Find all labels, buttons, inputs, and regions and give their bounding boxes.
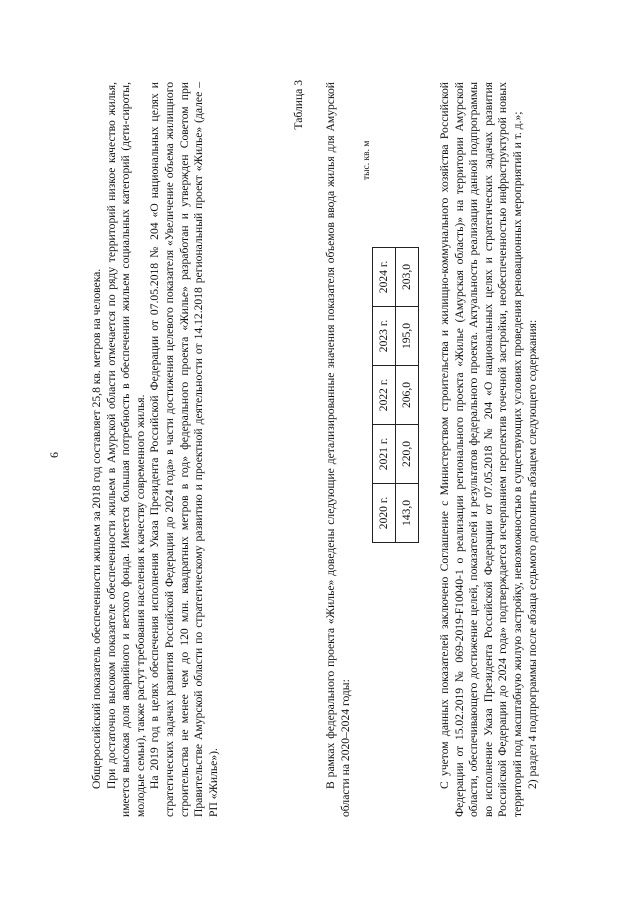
table-cell: 203,0: [396, 248, 419, 307]
table-cell: 143,0: [396, 484, 419, 543]
paragraph: В рамках федерального проекта «Жилье» доведены следующие детализированные значения показателя объемов ввода жилья для Амурской области на 2020–2024 годы:: [324, 82, 352, 817]
table-header-cell: 2023 г.: [373, 307, 396, 366]
text-block-bottom: [438, 82, 540, 817]
table-header-cell: 2020 г.: [373, 484, 396, 543]
paragraph: 2) раздел 4 подпрограммы после абзаца седьмого дополнить абзацем следующего содержания:: [525, 319, 539, 789]
paragraph: При достаточно высоком показателе обеспеченности жильем в Амурской области отмечается по ряду территорий низкое качество жилья, имеется высокая доля аварийного и ветхого фонда. Имеется большая потребность в обеспечении жильем социальных категорий (дети-сироты, молодые семьи), также растут требования населения к качеству современного жилья.: [104, 82, 147, 817]
paragraph: С учетом данных показателей заключено Соглашение с Министерством строительства и жилищно-коммунального хозяйства Российской Федерации от 15.02.2019 № 069-2019-F10040-1 о реализации регионального проекта «Жилье (Амурская область)» на территории Амурской области, обеспечивающего достижение целей, показателей и результатов федерального проекта. Актуальность реализации данной подпрограммы во исполнение Указа Президента Российской Федерации от 07.05.2018 № 204 «О национальных целях и стратегических задачах развития Российской Федерации до 2024 года» подтверждается исчерпанием перспектив точечной застройки, необеспеченностью инфраструктурой новых территорий под масштабную жилую застройку, невозможностью в существующих условиях проведения реновационных мероприятий и т. д.»;: [438, 82, 524, 817]
table-cell: 206,0: [396, 366, 419, 425]
text-block-top: [90, 82, 221, 817]
table-cell: 195,0: [396, 307, 419, 366]
housing-volume-table: [372, 247, 419, 543]
table-caption: Таблица 3: [292, 80, 305, 130]
table-cell: 220,0: [396, 425, 419, 484]
text-block-intro: [324, 82, 353, 817]
table-header-cell: 2022 г.: [373, 366, 396, 425]
page-number: 6: [47, 452, 61, 458]
paragraph: На 2019 год в целях обеспечения исполнения Указа Президента Российской Федерации от 07.05.2018 № 204 «О национальных целях и стратегических задачах развития Российской Федерации до 2024 года» в части достижения целевого показателя «Увеличение объема жилищного строительства не менее чем до 120 млн. квадратных метров в год» федерального проекта «Жилье» разработан и утвержден Советом при Правительстве Амурской области по стратегическому развитию и проектной деятельности от 14.12.2018 региональный проект «Жилье» (далее – РП «Жилье»).: [148, 82, 220, 817]
table-unit: тыс. кв. м: [362, 140, 372, 180]
table-row: [396, 248, 419, 543]
paragraph: Общероссийский показатель обеспеченности жильем за 2018 год составляет 25,8 кв. метров на человека.: [90, 268, 103, 789]
table-header-row: [373, 248, 396, 543]
table-header-cell: 2024 г.: [373, 248, 396, 307]
table-header-cell: 2021 г.: [373, 425, 396, 484]
